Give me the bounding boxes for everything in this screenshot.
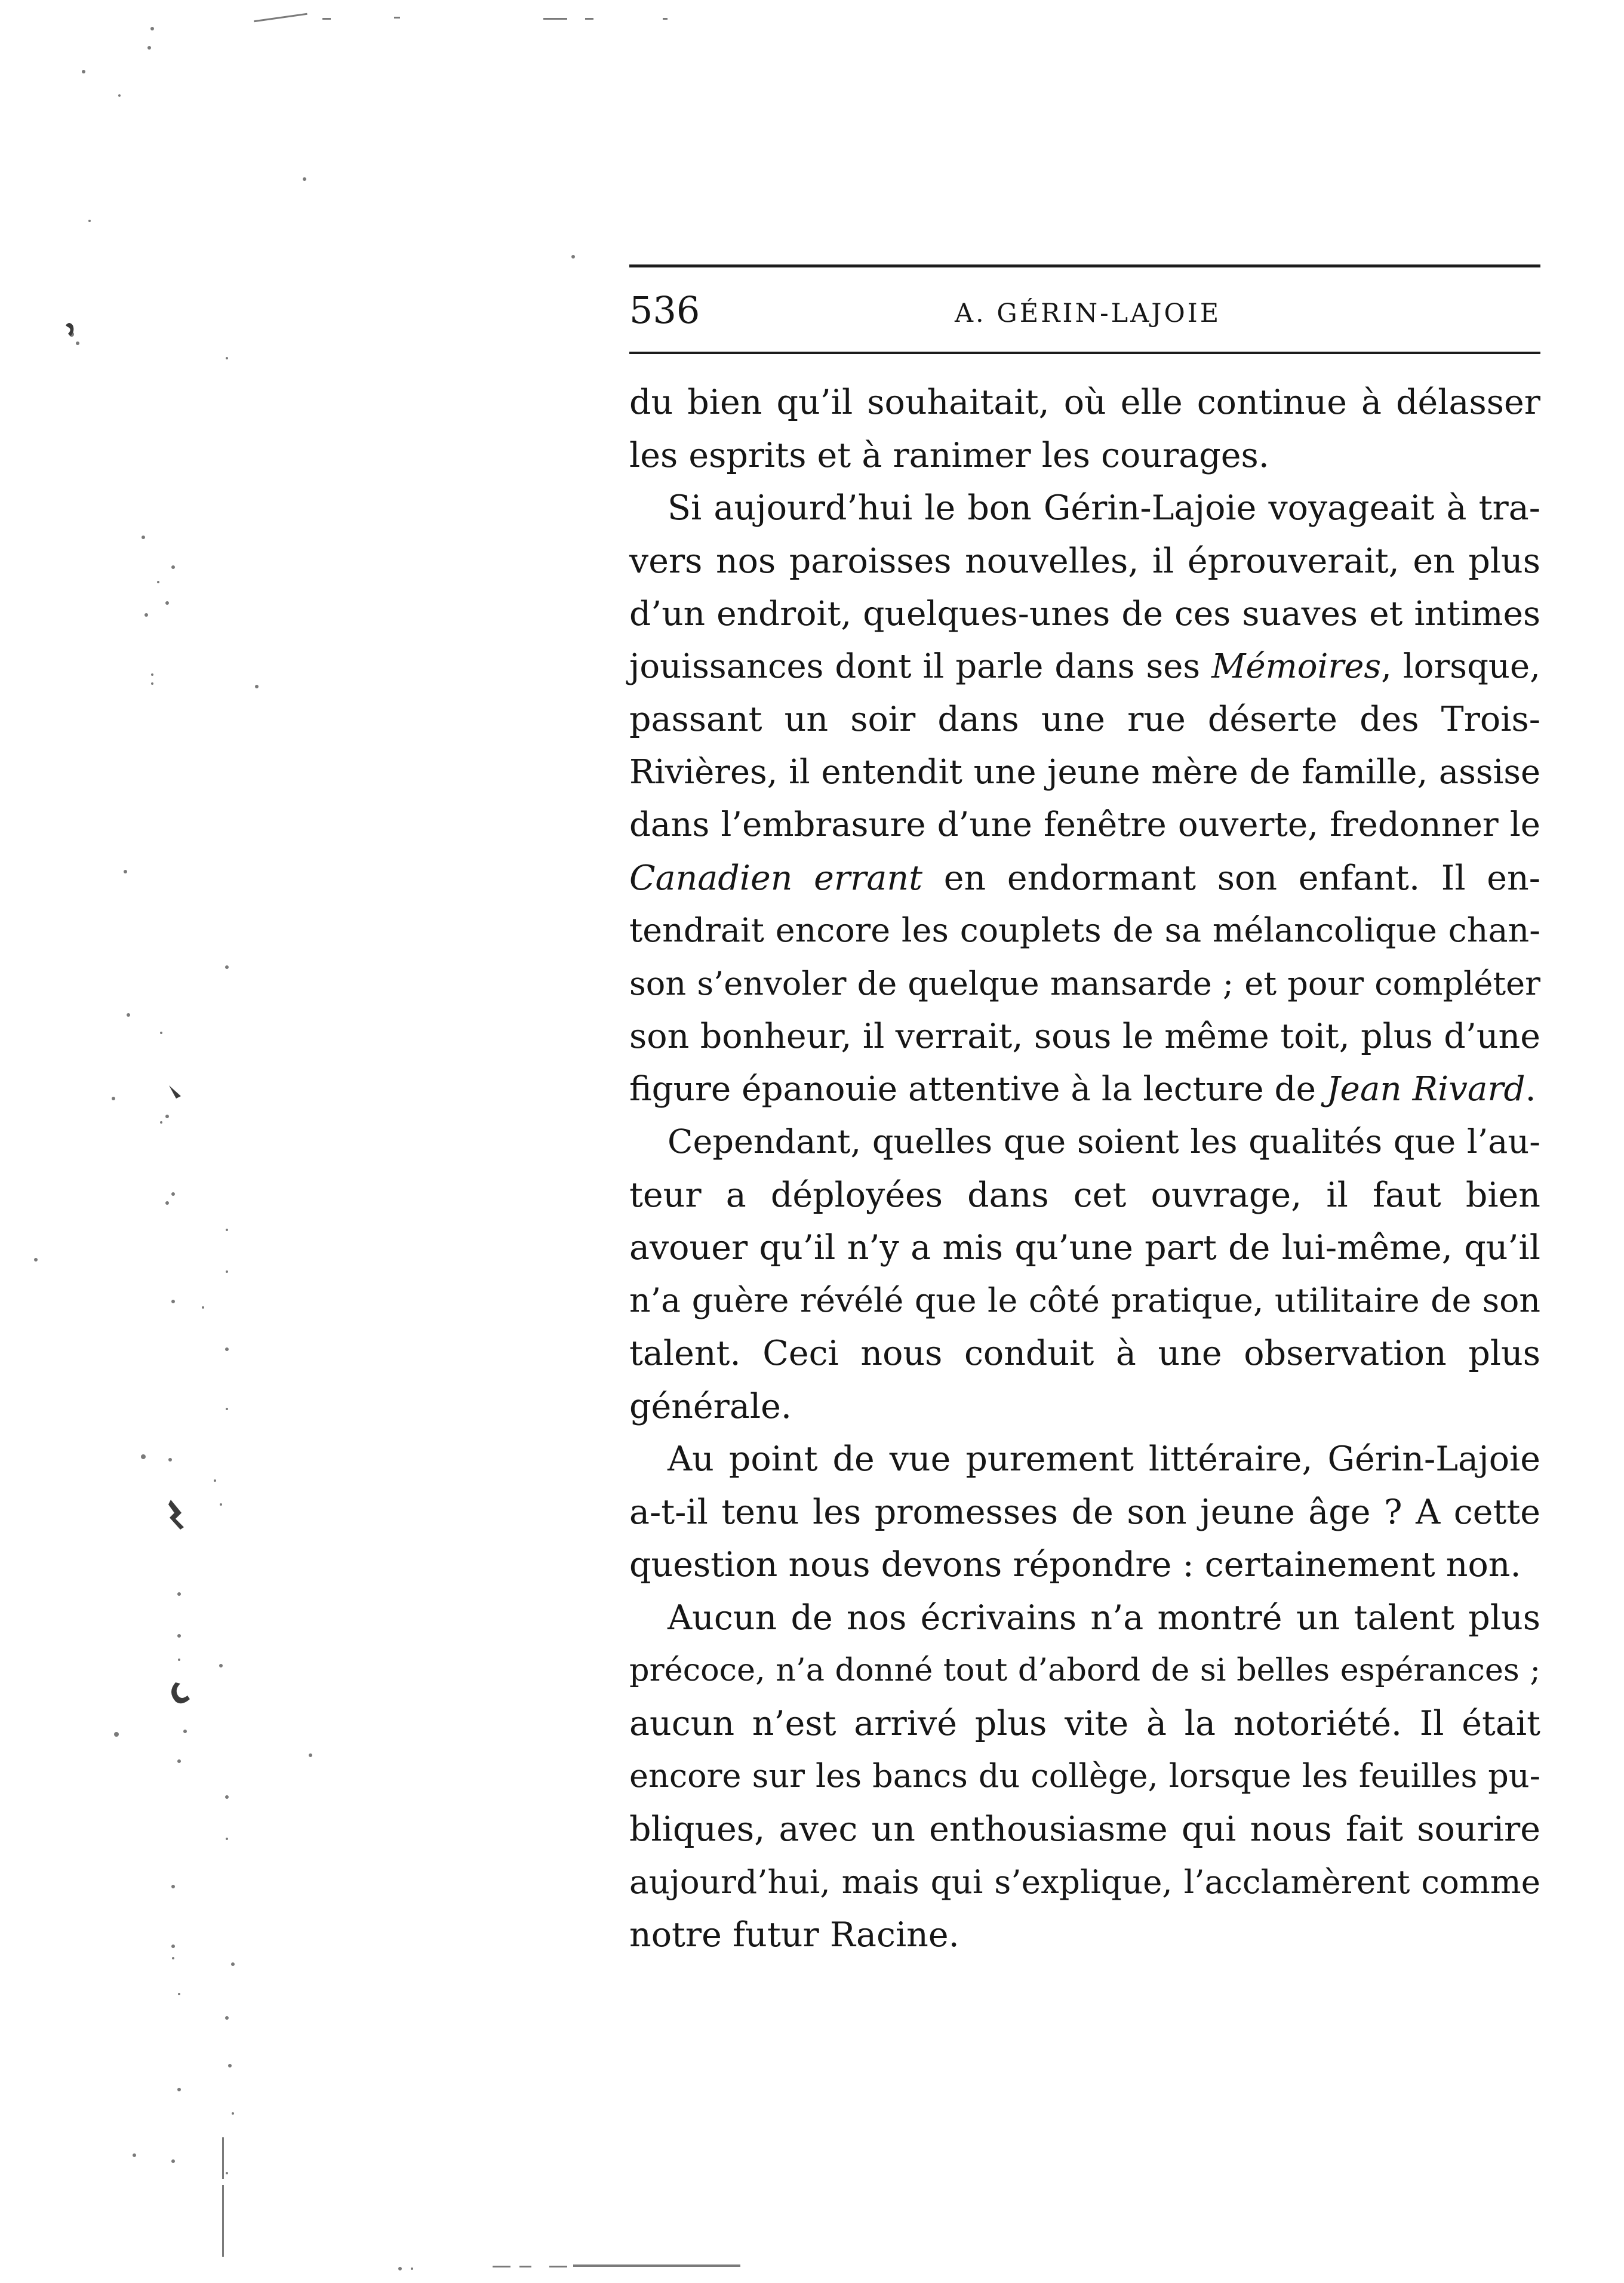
text-line: avouer qu’il n’y a mis qu’une part de lui-même, qu’il (629, 1228, 1540, 1267)
text-line: Au point de vue purement littéraire, Gérin-Lajoie (668, 1439, 1540, 1479)
header-top-rule (629, 264, 1540, 267)
text-line: d’un endroit, quelques-unes de ces suaves et intimes (629, 594, 1540, 633)
text-line: les esprits et à ranimer les courages. (629, 435, 1269, 475)
text-line: jouissances dont il parle dans ses Mémoires, lorsque, (629, 647, 1540, 686)
text-line: a-t-il tenu les promesses de son jeune âge ? A cette (629, 1492, 1540, 1532)
italic-title: Jean Rivard (1326, 1069, 1525, 1109)
body-text (629, 376, 1540, 1961)
text-line: passant un soir dans une rue déserte des Trois- (629, 700, 1540, 739)
text-line: son s’envoler de quelque mansarde ; et pour compléter (629, 964, 1540, 1002)
text-line: Aucun de nos écrivains n’a montré un talent plus (668, 1598, 1540, 1638)
text-line: n’a guère révélé que le côté pratique, utilitaire de son (629, 1281, 1540, 1320)
italic-title: Canadien errant (629, 858, 923, 898)
text-line: bliques, avec un enthousiasme qui nous fait sourire (629, 1809, 1540, 1849)
text-line: aucun n’est arrivé plus vite à la notoriété. Il était (629, 1703, 1540, 1743)
text-line: Si aujourd’hui le bon Gérin-Lajoie voyageait à tra- (668, 488, 1540, 528)
text-line: teur a déployées dans cet ouvrage, il faut bien (629, 1175, 1540, 1215)
text-line: générale. (629, 1386, 792, 1426)
text-line: notre futur Racine. (629, 1915, 959, 1955)
text-line: dans l’embrasure d’une fenêtre ouverte, fredonner le (629, 805, 1540, 844)
header-bottom-rule (629, 352, 1540, 354)
text-line: question nous devons répondre : certainement non. (629, 1545, 1521, 1584)
text-line: son bonheur, il verrait, sous le même toit, plus d’une (629, 1017, 1540, 1056)
running-title: A. GÉRIN-LAJOIE (955, 299, 1222, 328)
text-line: Cependant, quelles que soient les qualités que l’au- (668, 1122, 1540, 1161)
text-line: Canadien errant en endormant son enfant. Il en- (629, 858, 1540, 898)
text-line: aujourd’hui, mais qui s’explique, l’acclamèrent comme (629, 1863, 1540, 1901)
page-number: 536 (629, 288, 700, 332)
text-line: précoce, n’a donné tout d’abord de si belles espérances ; (629, 1652, 1540, 1688)
text-line: vers nos paroisses nouvelles, il éprouverait, en plus (629, 541, 1540, 581)
text-line: Rivières, il entendit une jeune mère de famille, assise (629, 752, 1540, 792)
text-line: du bien qu’il souhaitait, où elle continue à délasser (629, 383, 1540, 422)
text-line: talent. Ceci nous conduit à une observation plus (629, 1334, 1540, 1373)
text-line: figure épanouie attentive à la lecture de Jean Rivard. (629, 1069, 1536, 1109)
italic-title: Mémoires (1211, 647, 1382, 686)
text-line: tendrait encore les couplets de sa mélancolique chan- (629, 912, 1540, 950)
text-line: encore sur les bancs du collège, lorsque les feuilles pu- (629, 1757, 1540, 1795)
running-head (629, 281, 1540, 340)
